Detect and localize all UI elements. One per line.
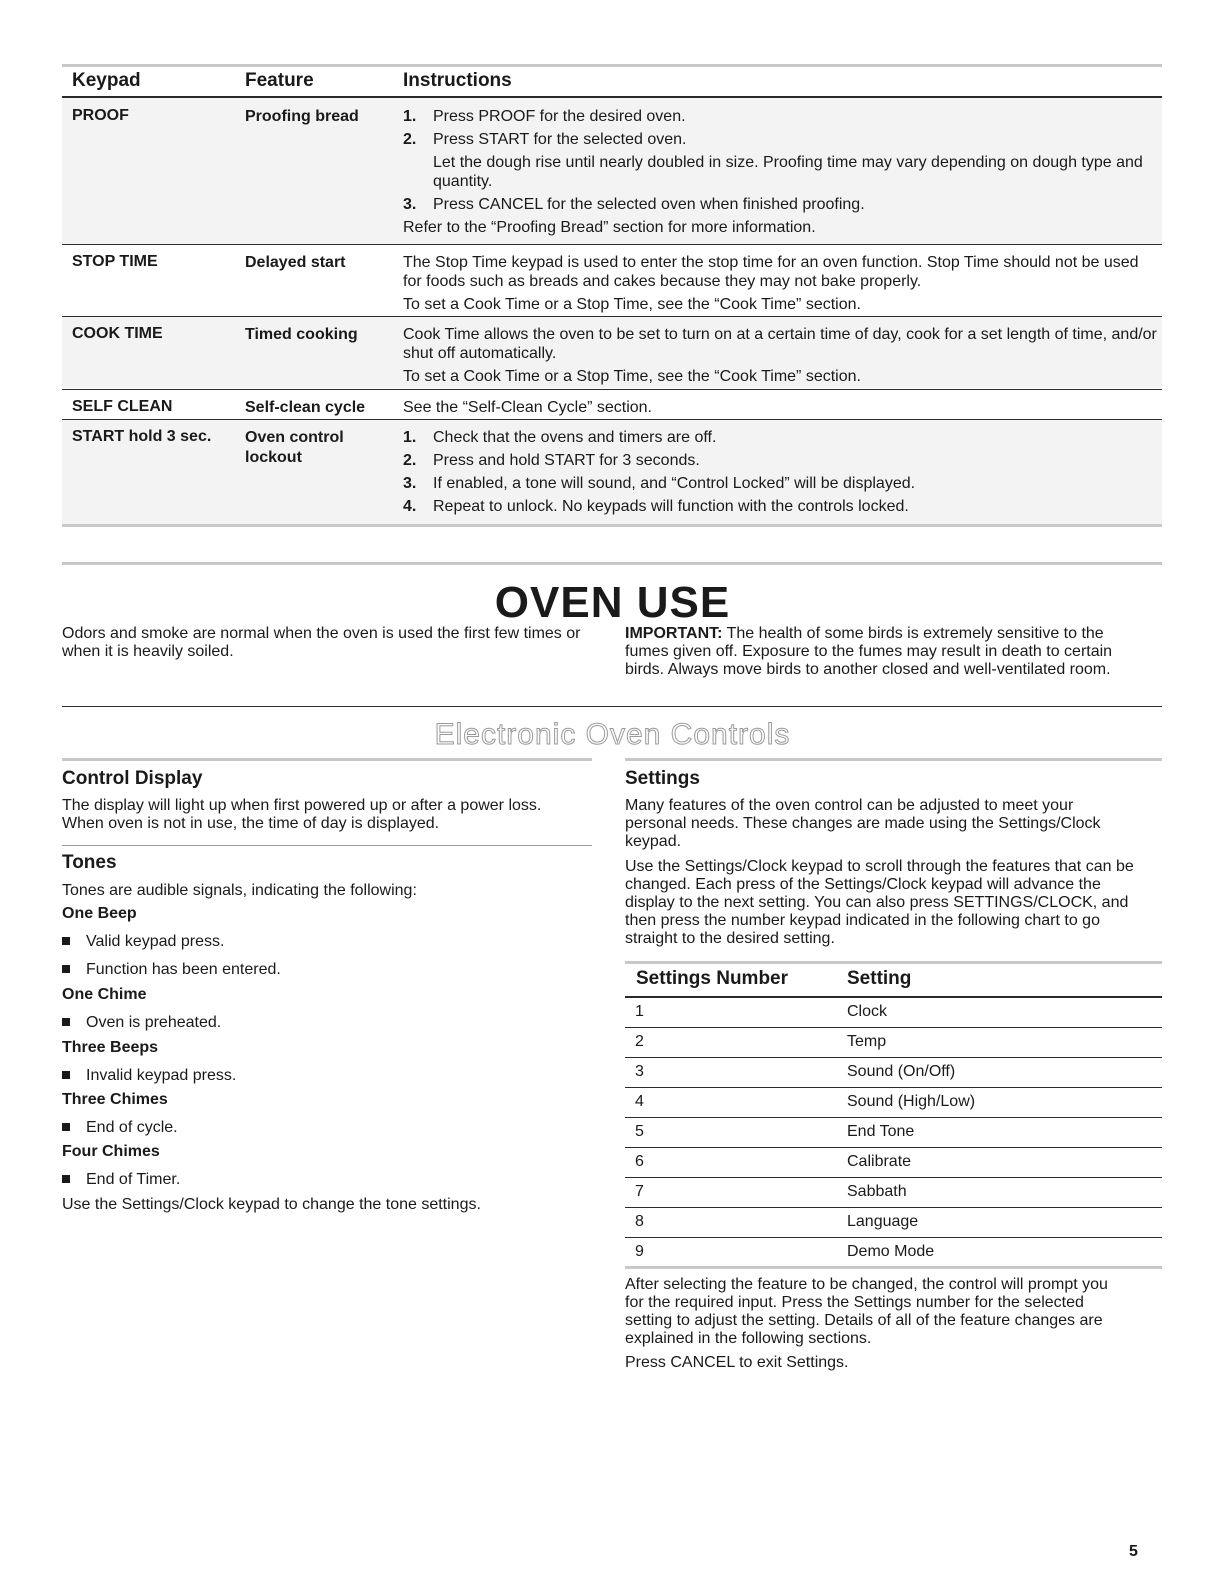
list-item: Valid keypad press.	[62, 933, 224, 951]
tone-label: Three Chimes	[62, 1091, 168, 1108]
settings-after-text: After selecting the feature to be changed, the control will prompt you for the required input. Press the Settings number for the selected setting to adjust the setting. Details of all of the feature changes are explained in the following sections.	[625, 1276, 1108, 1347]
control-display-text: The display will light up when first powered up or after a power loss. When oven is not in use, the time of day is displayed.	[62, 797, 542, 832]
tones-intro: Tones are audible signals, indicating the following:	[62, 882, 417, 899]
settings-number-cell: 7	[635, 1183, 644, 1200]
row-rule	[625, 1027, 1162, 1028]
settings-number-cell: 3	[635, 1063, 644, 1080]
row-rule	[625, 1237, 1162, 1238]
important-notice	[625, 625, 1125, 679]
settings-para: Use the Settings/Clock keypad to scroll through the features that can be changed. Each press of the Settings/Clock keypad will advance the display to the next setting. You can also press SETTINGS/CLOCK, and then press the number keypad indicated in the following chart to go straight to the desired setting.	[625, 858, 1134, 947]
setting-header: Setting	[847, 968, 912, 989]
row-rule	[625, 1177, 1162, 1178]
setting-cell: Clock	[847, 1003, 888, 1020]
subsection-rule	[62, 845, 592, 846]
section-title: OVEN USE	[494, 578, 731, 627]
row-rule	[625, 1117, 1162, 1118]
instruction-step: 1. Press PROOF for the desired oven.	[403, 108, 686, 125]
row-rule	[625, 1057, 1162, 1058]
table-top-rule	[62, 64, 1162, 67]
row-rule	[625, 1147, 1162, 1148]
important-text: The health of some birds is extremely sensitive to the fumes given off. Exposure to the fumes may result in death to certain birds. Always move birds to another closed and well-ventilated room.	[625, 625, 1113, 678]
keypad-name: STOP TIME	[72, 253, 158, 270]
row-rule	[625, 1207, 1162, 1208]
settings-number-cell: 9	[635, 1243, 644, 1260]
bullet-icon	[62, 1123, 70, 1131]
instruction-text: To set a Cook Time or a Stop Time, see the “Cook Time” section.	[403, 368, 861, 385]
section-rule	[62, 562, 1162, 565]
tones-footer: Use the Settings/Clock keypad to change the tone settings.	[62, 1196, 481, 1213]
instructions-cell	[403, 325, 1158, 390]
row-rule	[625, 1087, 1162, 1088]
settings-exit-text: Press CANCEL to exit Settings.	[625, 1354, 849, 1371]
feature-name: Oven control lockout	[245, 429, 344, 466]
bullet-icon	[62, 1175, 70, 1183]
bullet-icon	[62, 965, 70, 973]
row-rule	[62, 244, 1162, 245]
keypad-name: PROOF	[72, 107, 129, 124]
instruction-step: 3. Press CANCEL for the selected oven when finished proofing.	[403, 196, 865, 213]
instructions-cell	[403, 107, 1158, 241]
instruction-text: Cook Time allows the oven to be set to turn on at a certain time of day, cook for a set length of time, and/or shut off automatically.	[403, 326, 1157, 362]
table-bottom-rule	[62, 524, 1162, 527]
tones-heading: Tones	[62, 852, 117, 873]
setting-cell: Language	[847, 1213, 919, 1230]
settings-number-cell: 6	[635, 1153, 644, 1170]
settings-heading: Settings	[625, 768, 700, 789]
feature-name: Proofing bread	[245, 108, 359, 125]
feature-name: Timed cooking	[245, 326, 358, 343]
keypad-name: COOK TIME	[72, 325, 163, 342]
table-bottom-rule	[625, 1266, 1162, 1269]
instruction-text: The Stop Time keypad is used to enter the stop time for an oven function. Stop Time should not be used for foods such as breads and cakes because they may not bake properly.	[403, 254, 1139, 290]
bullet-icon	[62, 1018, 70, 1026]
list-item: Oven is preheated.	[62, 1014, 221, 1032]
keypad-header: Keypad	[72, 70, 141, 91]
bullet-icon	[62, 1071, 70, 1079]
tone-label: One Chime	[62, 986, 147, 1003]
instruction-text: See the “Self-Clean Cycle” section.	[403, 399, 652, 416]
control-display-heading: Control Display	[62, 768, 203, 789]
setting-cell: Calibrate	[847, 1153, 912, 1170]
intro-text: Odors and smoke are normal when the oven is used the first few times or when it is heavily soiled.	[62, 625, 581, 660]
settings-number-cell: 1	[635, 1003, 644, 1020]
settings-number-cell: 4	[635, 1093, 644, 1110]
table-top-rule	[625, 961, 1162, 964]
keypad-name: SELF CLEAN	[72, 398, 173, 415]
instruction-note: Refer to the “Proofing Bread” section for more information.	[403, 219, 816, 236]
tone-label: Three Beeps	[62, 1039, 159, 1056]
feature-name: Delayed start	[245, 254, 346, 271]
instruction-step: 1. Check that the ovens and timers are off.	[403, 429, 717, 446]
setting-cell: Sound (On/Off)	[847, 1063, 956, 1080]
instruction-step: 4. Repeat to unlock. No keypads will function with the controls locked.	[403, 498, 909, 515]
settings-number-cell: 2	[635, 1033, 644, 1050]
instructions-header: Instructions	[403, 70, 512, 91]
column-rule	[625, 758, 1162, 761]
list-item: End of Timer.	[62, 1171, 180, 1189]
instructions-cell	[403, 428, 1158, 520]
setting-cell: Sabbath	[847, 1183, 907, 1200]
important-label: IMPORTANT:	[625, 625, 723, 642]
list-item: Function has been entered.	[62, 961, 281, 979]
feature-name: Self-clean cycle	[245, 399, 366, 416]
instruction-step: 2. Press START for the selected oven. Let the dough rise until nearly doubled in size. Proofing time may vary depending on dough type and quantity.	[403, 131, 1143, 190]
instruction-step: 2. Press and hold START for 3 seconds.	[403, 452, 700, 469]
list-item: End of cycle.	[62, 1119, 178, 1137]
bullet-icon	[62, 937, 70, 945]
section-rule	[62, 706, 1162, 707]
settings-para: Many features of the oven control can be adjusted to meet your personal needs. These changes are made using the Settings/Clock keypad.	[625, 797, 1101, 850]
controls-title: Electronic Oven Controls	[434, 718, 791, 751]
settings-number-cell: 5	[635, 1123, 644, 1140]
header-rule	[625, 996, 1162, 998]
settings-number-header: Settings Number	[636, 968, 789, 989]
instructions-cell	[403, 398, 1158, 421]
feature-header: Feature	[245, 70, 314, 91]
setting-cell: Sound (High/Low)	[847, 1093, 976, 1110]
keypad-name: START hold 3 sec.	[72, 428, 212, 445]
page-number: 5	[1129, 1543, 1138, 1560]
instruction-text: To set a Cook Time or a Stop Time, see the “Cook Time” section.	[403, 296, 861, 313]
instructions-cell	[403, 253, 1158, 318]
column-rule	[62, 758, 592, 761]
list-item: Invalid keypad press.	[62, 1067, 236, 1085]
instruction-step: 3. If enabled, a tone will sound, and “Control Locked” will be displayed.	[403, 475, 916, 492]
tone-label: Four Chimes	[62, 1143, 160, 1160]
setting-cell: Temp	[847, 1033, 887, 1050]
row-rule	[62, 389, 1162, 390]
setting-cell: End Tone	[847, 1123, 915, 1140]
tone-label: One Beep	[62, 905, 137, 922]
setting-cell: Demo Mode	[847, 1243, 935, 1260]
settings-number-cell: 8	[635, 1213, 644, 1230]
